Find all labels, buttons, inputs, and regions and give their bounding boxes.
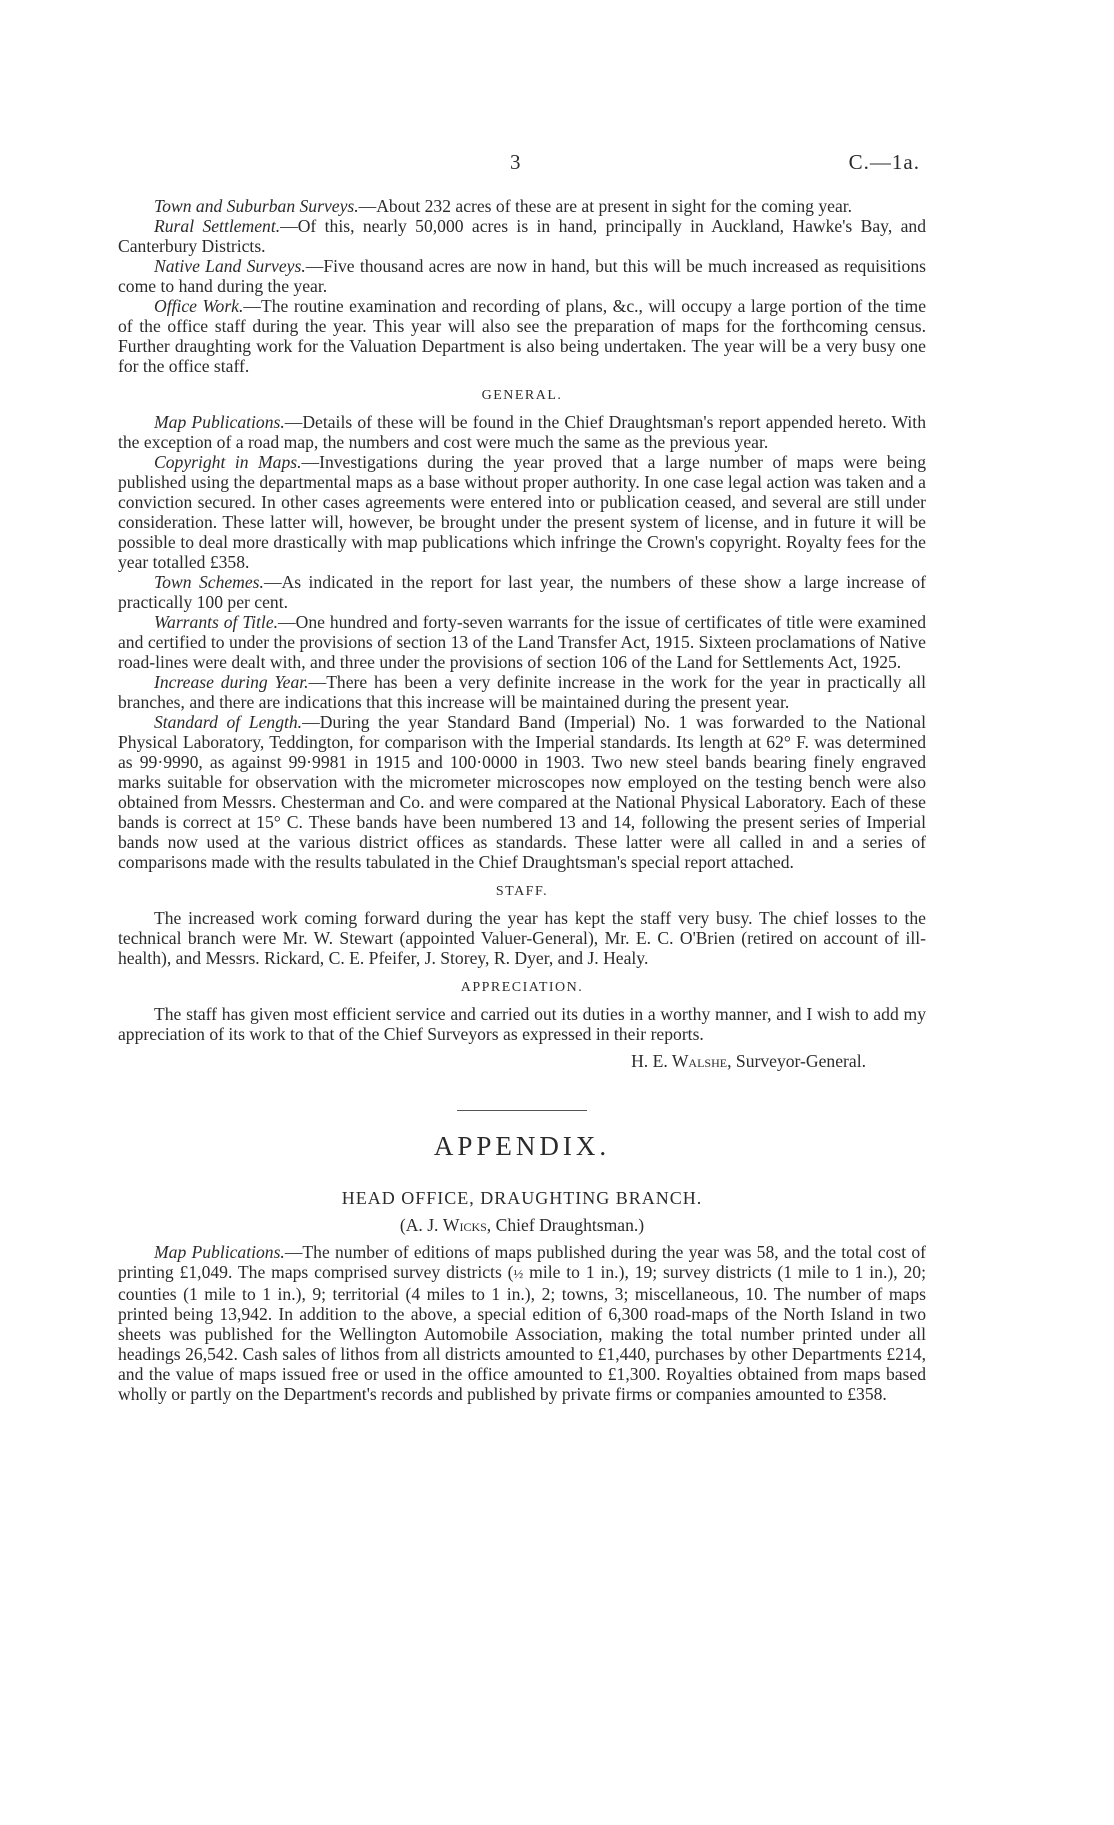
paragraph-rural-settlement (118, 216, 926, 256)
paragraph-native-land-surveys (118, 256, 926, 296)
paragraph-text-part-2: mile to 1 in.), 19; survey districts (1 mile to 1 in.), 20; counties (1 mile to 1 in.), 9; territorial (4 miles to 1 in.), 2; towns, 3; miscellaneous, 10. The number of maps printed being 13,942. In addition to the above, a special edition of 6,300 road-maps of the North Island in two sheets was published for the Wellington Automobile Association, making the total number printed under all headings 26,542. Cash sales of lithos from all districts amounted to £1,440, purchases by other Departments £214, and the value of maps issued free or used in the office amounted to £1,300. Royalties obtained from maps based wholly or partly on the Department's records and published by private firms or companies amounted to £358. (118, 1262, 926, 1404)
paragraph-text: —Five thousand acres are now in hand, but this will be much increased as requisitions come to hand during the year. (118, 256, 926, 296)
paragraph-title: Standard of Length. (154, 712, 303, 732)
paragraph-increase-during-year (118, 672, 926, 712)
paragraph-text: —During the year Standard Band (Imperial) No. 1 was forwarded to the National Physical Laboratory, Teddington, for comparison with the Imperial standards. Its length at 62° F. was determined as 99·9990, as against 99·9981 in 1915 and 100·0000 in 1903. Two new steel bands bearing finely engraved marks suitable for observation with the micrometer microscopes now employed on the testing bench were also obtained from Messrs. Chesterman and Co. and were compared at the National Physical Laboratory. Each of these bands is correct at 15° C. These bands have been numbered 13 and 14, following the present series of Imperial bands now used at the various district offices as standards. These latter were all called in and a series of comparisons made with the results tabulated in the Chief Draughtsman's special report attached. (118, 712, 926, 872)
paragraph-title: Warrants of Title. (154, 612, 279, 632)
section-divider (457, 1110, 587, 1111)
signature-name: H. E. Walshe, (631, 1051, 732, 1071)
paragraph-text: —There has been a very definite increase in the work for the year in practically all branches, and there are indications that this increase will be maintained during the present year. (118, 672, 926, 712)
paragraph-title: Town Schemes. (154, 572, 264, 592)
paper-code: C.—1a. (848, 150, 920, 174)
paragraph-title: Map Publications. (154, 1242, 285, 1262)
signature-title: Surveyor-General. (735, 1051, 866, 1071)
paragraph-appreciation: The staff has given most efficient service and carried out its duties in a worthy manner, and I wish to add my appreciation of its work to that of the Chief Surveyors as expressed in their reports. (118, 1004, 926, 1044)
paragraph-text: —Details of these will be found in the Chief Draughtsman's report appended hereto. With the exception of a road map, the numbers and cost were much the same as the previous year. (118, 412, 926, 452)
chief-draughtsman-line (118, 1215, 926, 1236)
paragraph-text: —Of this, nearly 50,000 acres is in hand, principally in Auckland, Hawke's Bay, and Canterbury Districts. (118, 216, 926, 256)
chief-prefix: (A. J. (399, 1215, 443, 1235)
section-heading-staff: STAFF. (495, 884, 549, 899)
paragraph-title: Office Work. (154, 296, 244, 316)
chief-suffix: Chief Draughtsman.) (491, 1215, 645, 1235)
fraction-half: ½ (513, 1266, 524, 1281)
section-heading-general: GENERAL. (481, 388, 563, 403)
chief-name: Wicks, (442, 1215, 492, 1235)
paragraph-text: —One hundred and forty-seven warrants for the issue of certificates of title were examined and certified to under the provisions of section 13 of the Land Transfer Act, 1915. Sixteen proclamations of Native road-lines were dealt with, and three under the provisions of section 106 of the Land for Settlements Act, 1925. (118, 612, 926, 672)
paragraph-appendix-map-publications (118, 1242, 926, 1404)
paragraph-text-part-1: —The number of editions of maps published during the year was 58, and the total cost of printing £1,049. The maps comprised survey districts ( (118, 1242, 926, 1282)
paragraph-title: Rural Settlement. (154, 216, 281, 236)
paragraph-town-suburban-surveys (118, 196, 926, 216)
paragraph-town-schemes (118, 572, 926, 612)
paragraph-staff: The increased work coming forward during the year has kept the staff very busy. The chief losses to the technical branch were Mr. W. Stewart (appointed Valuer-General), Mr. E. C. O'Brien (retired on account of ill-health), and Messrs. Rickard, C. E. Pfeifer, J. Storey, R. Dyer, and J. Healy. (118, 908, 926, 968)
paragraph-text: —The routine examination and recording of plans, &c., will occupy a large portion of the time of the office staff during the year. This year will also see the preparation of maps for the forthcoming census. Further draughting work for the Valuation Department is also being undertaken. The year will be a very busy one for the office staff. (118, 296, 927, 376)
paragraph-title: Native Land Surveys. (154, 256, 306, 276)
paragraph-map-publications (118, 412, 926, 452)
paragraph-title: Increase during Year. (154, 672, 309, 692)
paragraph-text: —About 232 acres of these are at present in sight for the coming year. (358, 196, 853, 216)
paragraph-title: Town and Suburban Surveys. (154, 196, 359, 216)
paragraph-standard-of-length (118, 712, 926, 872)
paragraph-text: —As indicated in the report for last year, the numbers of these show a large increase of practically 100 per cent. (118, 572, 926, 612)
section-heading-appreciation: APPRECIATION. (460, 980, 584, 995)
branch-title: HEAD OFFICE, DRAUGHTING BRANCH. (341, 1188, 703, 1208)
paragraph-text: —Investigations during the year proved that a large number of maps were being published using the departmental maps as a base without proper authority. In one case legal action was taken and a conviction secured. In other cases agreements were entered into or publication ceased, and several are still under consideration. These latter will, however, be brought under the present system of license, and in future it will be possible to deal more drastically with map publications which infringe the Crown's copyright. Royalty fees for the year totalled £358. (118, 452, 926, 572)
document-body (118, 196, 926, 1404)
paragraph-title: Copyright in Maps. (154, 452, 302, 472)
paragraph-office-work (118, 296, 926, 376)
paragraph-copyright-in-maps (118, 452, 926, 572)
appendix-title: APPENDIX. (433, 1131, 611, 1161)
page-header (0, 150, 1114, 180)
signature (118, 1050, 866, 1072)
paragraph-warrants-of-title (118, 612, 926, 672)
page-number: 3 (510, 150, 521, 174)
paragraph-title: Map Publications. (154, 412, 285, 432)
